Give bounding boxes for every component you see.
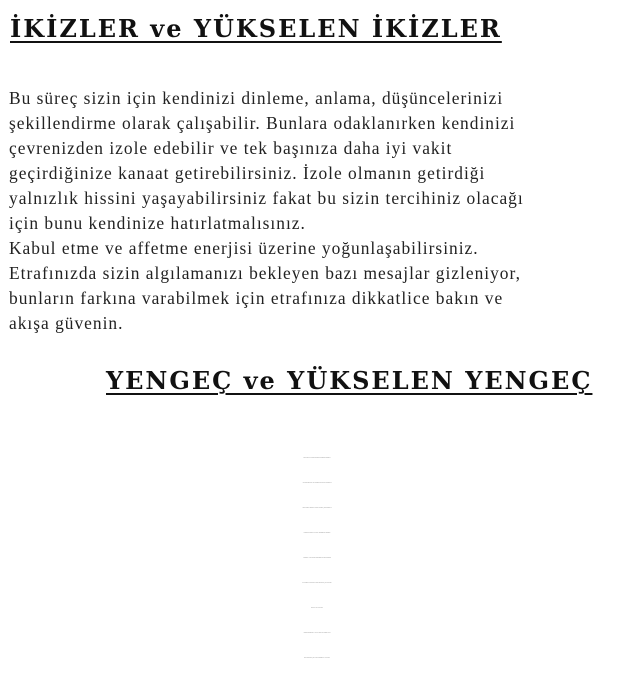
body-line: bunların farkına varabilmek için etrafınıza dikkatlice bakın ve [9,288,504,308]
body-line: farklı anlaşılabilir, bu da bazı sürtüşmelere yol açabilir. [303,658,331,659]
body-line: özen göstermelisiniz. Bu dönemde sosyal medya kullanırken [302,483,332,484]
body-line: şekillendirme olarak çalışabilir. Bunlara odaklanırken kendinizi [9,113,516,133]
body-line: yalnızlık hissini yaşayabilirsiniz fakat bu sizin tercihiniz olacağı [9,188,524,208]
body-line: Kabul etme ve affetme enerjisi üzerine yoğunlaşabilirsiniz. [9,238,479,258]
body-line: çevrenizden izole edebilir ve tek başınıza daha iyi vakit [9,138,453,158]
body-line: akışa güvenin. [9,313,124,333]
body-line: Arkadaş grubunuzda iyi niyetli olarak söylediğiniz bir şey [303,633,331,634]
body-line: Sosyal medya üzerinden insanlarla tartışmaya girmemeye [303,458,331,459]
body-line: için bunu kendinize hatırlatmalısınız. [9,213,306,233]
body-line: farklı bir yöne çekilebilir. [310,608,324,609]
body-line: geçirdiğinize kanaat getirebilirsiniz. İzole olmanın getirdiği [9,163,486,183]
body-line: Bu süreç sizin için kendinizi dinleme, anlama, düşüncelerinizi [9,88,504,108]
body-line: sizin demek istediklerinizi yanlış algılayabilir, söyledikleriniz [302,583,332,584]
body-line: ekstra dikkatli olmanızda da fayda olacaktır, istemediğiniz bir [302,508,332,509]
body-line: fotoğrafı paylaşabilir veya bazı ifşalanma gibi durumlar [303,533,331,534]
section-title-ikizler: İKİZLER ve YÜKSELEN İKİZLER [10,14,502,43]
body-line: Etrafınızda sizin algılamanızı bekleyen bazı mesajlar gizleniyor, [9,263,521,283]
body-line: yaşanabilir. Yine kendinizi anlattığınız bir konuda insanlar [303,558,331,559]
section-title-yengec: YENGEÇ ve YÜKSELEN YENGEÇ [106,366,593,395]
